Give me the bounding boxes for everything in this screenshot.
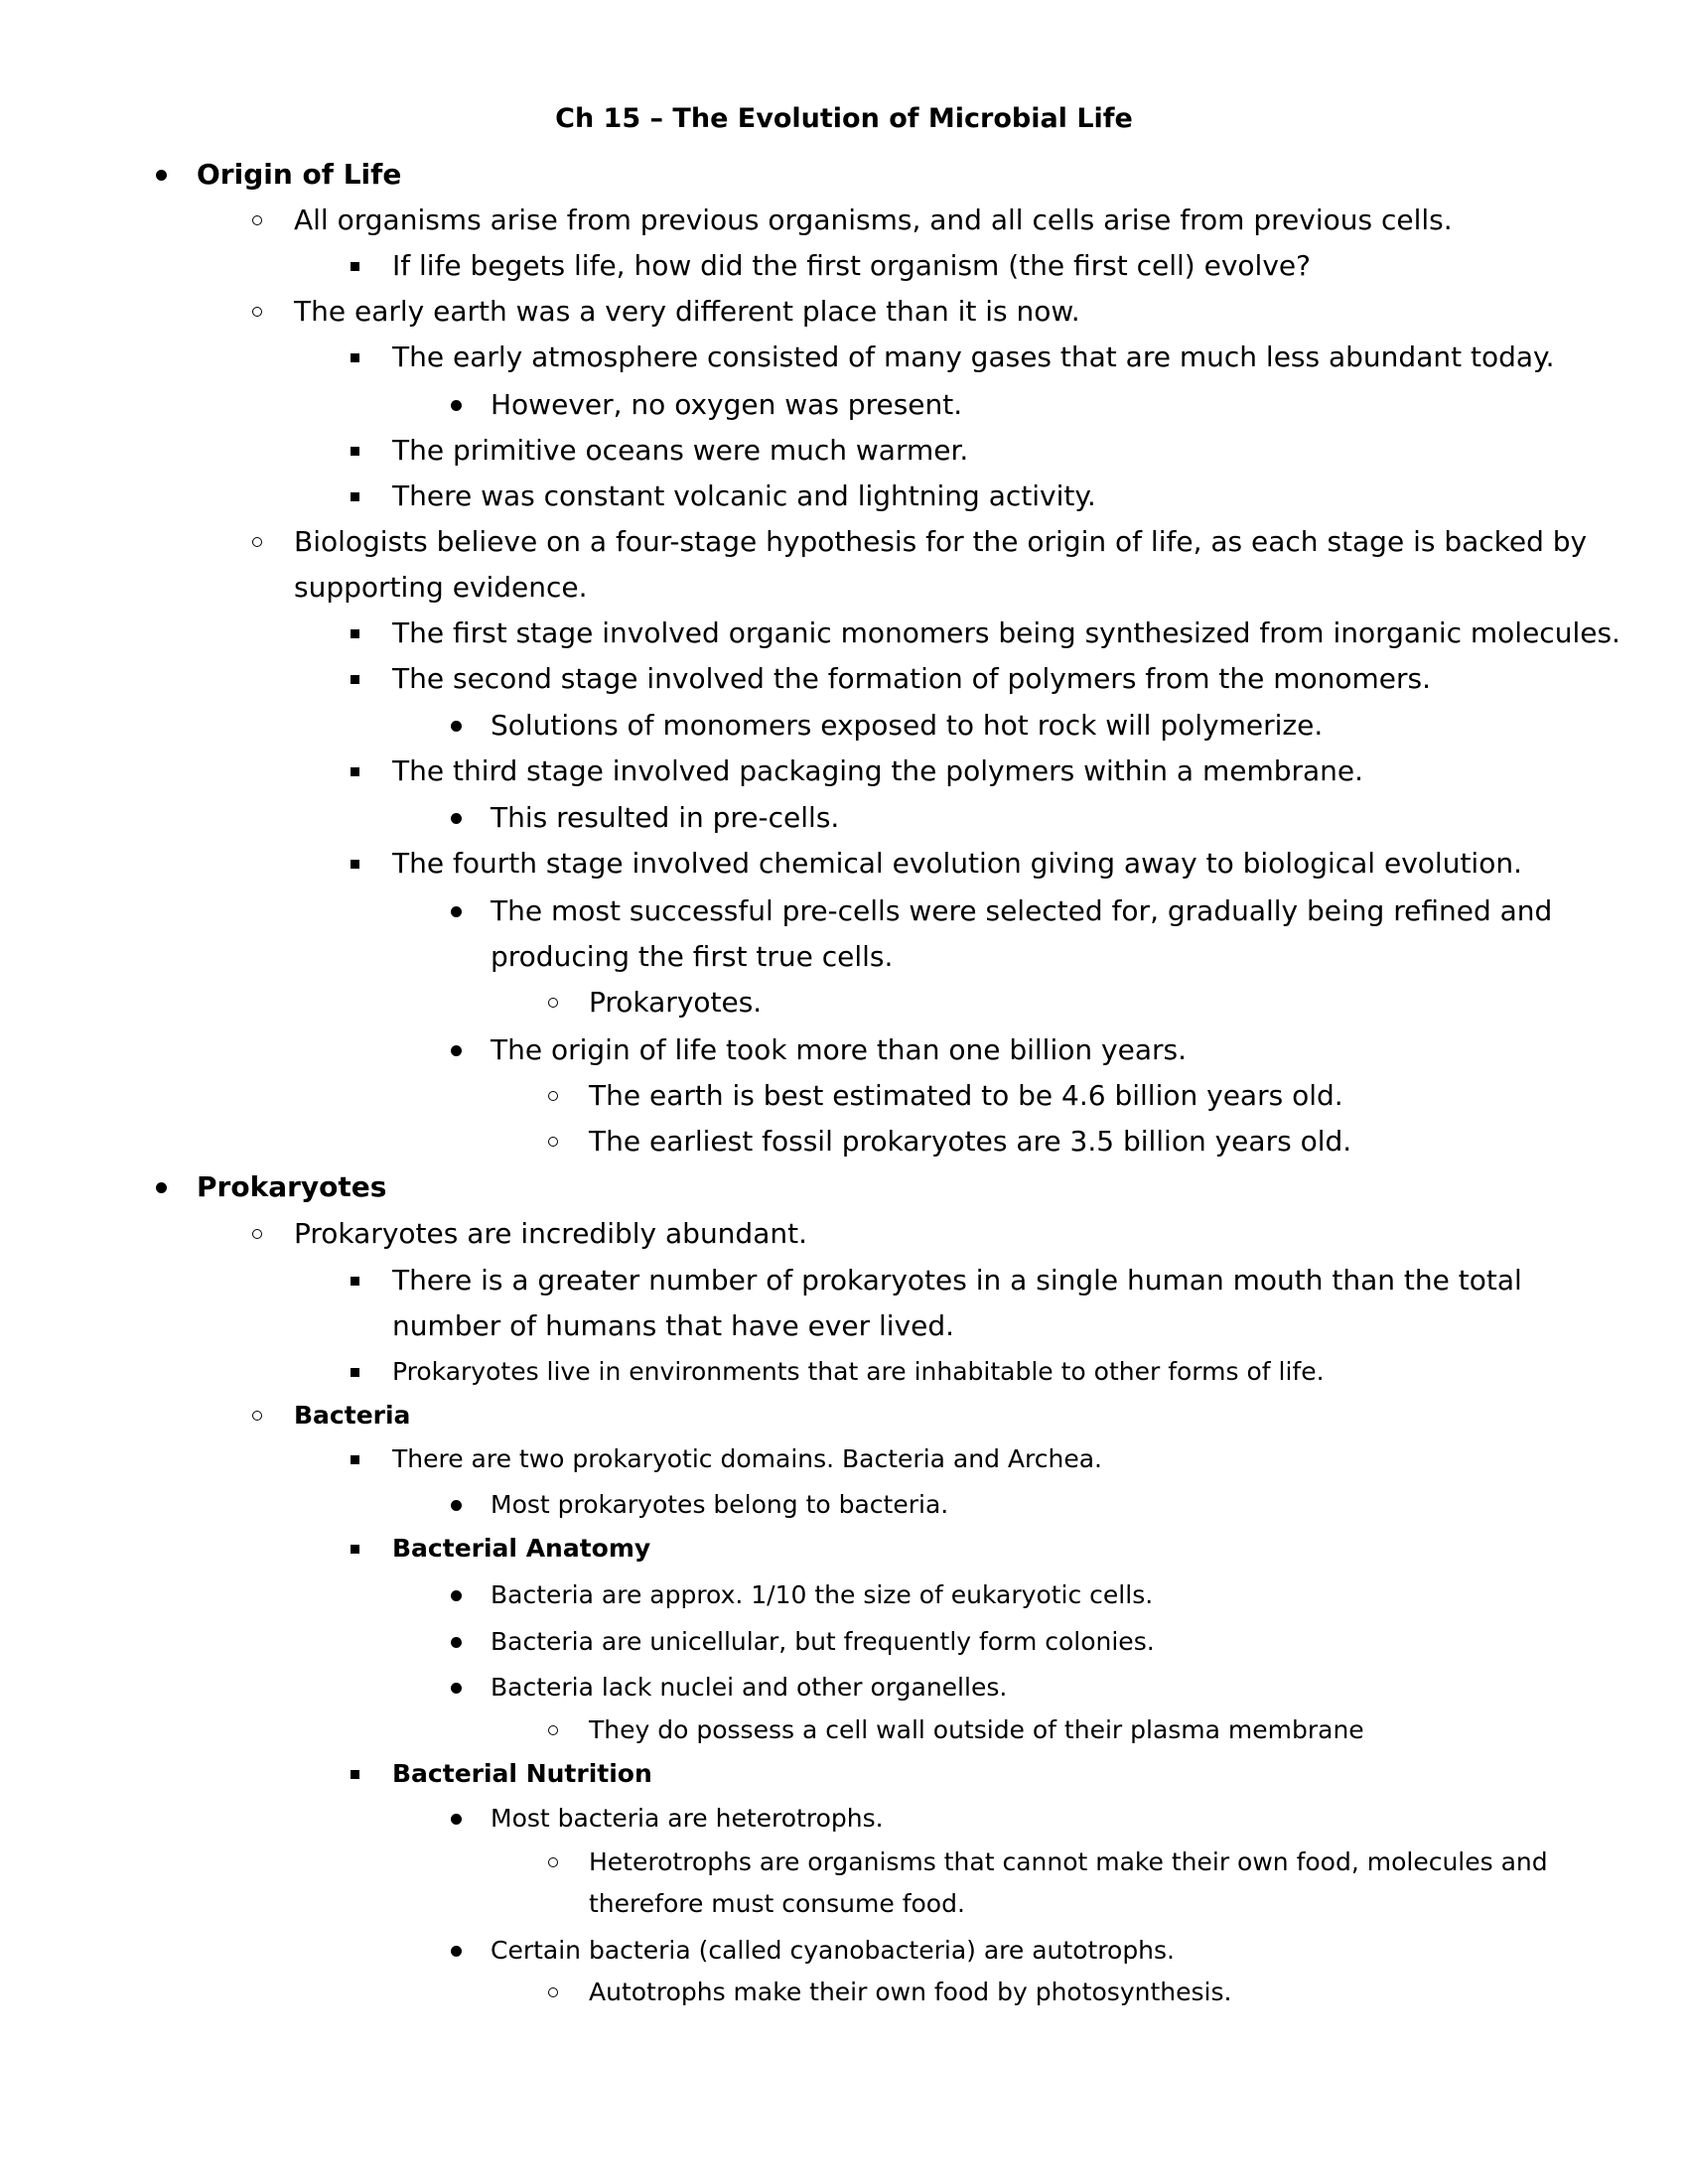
list-item: The origin of life took more than one billion years.: [491, 1033, 1187, 1066]
list-item: The first stage involved organic monomers being synthesized from inorganic molecules.: [392, 616, 1620, 649]
bullet-circle-icon: [246, 1393, 276, 1438]
list-item: Most bacteria are heterotrophs.: [491, 1804, 884, 1833]
list-item: Bacteria are approx. 1/10 the size of eukaryotic cells.: [491, 1580, 1154, 1609]
list-item: Prokaryotes live in environments that are inhabitable to other forms of life.: [392, 1357, 1325, 1386]
bullet-disc-icon: [444, 1027, 474, 1073]
list-item: There are two prokaryotic domains. Bacteria and Archea.: [392, 1444, 1102, 1473]
list-item: The fourth stage involved chemical evolution giving away to biological evolution.: [392, 847, 1522, 880]
list-item: number of humans that have ever lived.: [392, 1309, 955, 1342]
bullet-disc-icon: [149, 152, 179, 198]
bullet-circle-icon: [542, 1119, 572, 1164]
bullet-disc-icon: [444, 1796, 474, 1842]
list-item: All organisms arise from previous organisms, and all cells arise from previous cells.: [294, 204, 1453, 236]
bullet-disc-icon: [444, 1928, 474, 1974]
list-item: Heterotrophs are organisms that cannot make their own food, molecules and: [589, 1847, 1548, 1876]
list-item: The third stage involved packaging the polymers within a membrane.: [392, 754, 1364, 787]
list-item: Certain bacteria (called cyanobacteria) are autotrophs.: [491, 1936, 1176, 1965]
list-item: producing the first true cells.: [491, 940, 894, 973]
bullet-square-icon: [345, 335, 374, 380]
bullet-disc-icon: [149, 1164, 179, 1210]
list-item: The second stage involved the formation of polymers from the monomers.: [392, 662, 1432, 695]
bullet-circle-icon: [246, 289, 276, 335]
list-item: The early earth was a very different place than it is now.: [294, 295, 1080, 328]
list-item: The early atmosphere consisted of many gases that are much less abundant today.: [392, 341, 1555, 373]
bullet-disc-icon: [444, 888, 474, 934]
bullet-circle-icon: [246, 1211, 276, 1257]
page-title: Ch 15 – The Evolution of Microbial Life: [555, 103, 1133, 134]
bullet-disc-icon: [444, 1572, 474, 1618]
bullet-square-icon: [345, 1436, 374, 1482]
section-heading: Bacterial Anatomy: [392, 1534, 651, 1563]
list-item: Prokaryotes are incredibly abundant.: [294, 1217, 807, 1250]
list-item: Most prokaryotes belong to bacteria.: [491, 1490, 949, 1519]
list-item: However, no oxygen was present.: [491, 388, 963, 421]
list-item: They do possess a cell wall outside of their plasma membrane: [589, 1715, 1364, 1744]
bullet-square-icon: [345, 1349, 374, 1395]
bullet-disc-icon: [444, 795, 474, 841]
bullet-circle-icon: [542, 980, 572, 1025]
list-item: Bacteria lack nuclei and other organelles.: [491, 1673, 1008, 1702]
list-item: Solutions of monomers exposed to hot rock will polymerize.: [491, 709, 1324, 742]
bullet-disc-icon: [444, 1482, 474, 1528]
list-item: therefore must consume food.: [589, 1889, 965, 1918]
section-heading: Origin of Life: [197, 158, 402, 191]
list-item: The primitive oceans were much warmer.: [392, 434, 969, 467]
list-item: Biologists believe on a four-stage hypothesis for the origin of life, as each stage is backed by: [294, 525, 1588, 558]
bullet-circle-icon: [246, 198, 276, 243]
bullet-square-icon: [345, 749, 374, 794]
list-item: supporting evidence.: [294, 571, 588, 604]
list-item: There was constant volcanic and lightning activity.: [392, 479, 1096, 512]
bullet-square-icon: [345, 1526, 374, 1571]
section-heading: Bacteria: [294, 1401, 411, 1430]
bullet-square-icon: [345, 841, 374, 887]
list-item: There is a greater number of prokaryotes in a single human mouth than the total: [392, 1264, 1522, 1297]
list-item: Bacteria are unicellular, but frequently form colonies.: [491, 1627, 1155, 1656]
bullet-square-icon: [345, 611, 374, 656]
bullet-circle-icon: [542, 1840, 572, 1885]
list-item: This resulted in pre-cells.: [491, 801, 840, 834]
bullet-disc-icon: [444, 703, 474, 749]
list-item: The earth is best estimated to be 4.6 billion years old.: [589, 1079, 1343, 1112]
section-heading: Bacterial Nutrition: [392, 1759, 652, 1788]
bullet-square-icon: [345, 1751, 374, 1797]
bullet-square-icon: [345, 474, 374, 519]
bullet-circle-icon: [542, 1970, 572, 2015]
bullet-disc-icon: [444, 1665, 474, 1710]
bullet-disc-icon: [444, 1619, 474, 1665]
bullet-square-icon: [345, 428, 374, 474]
list-item: Autotrophs make their own food by photosynthesis.: [589, 1978, 1232, 2006]
bullet-square-icon: [345, 1258, 374, 1303]
section-heading: Prokaryotes: [197, 1170, 387, 1203]
bullet-circle-icon: [542, 1073, 572, 1119]
bullet-square-icon: [345, 243, 374, 289]
list-item: Prokaryotes.: [589, 986, 763, 1019]
bullet-circle-icon: [542, 1707, 572, 1753]
list-item: If life begets life, how did the first organism (the first cell) evolve?: [392, 249, 1311, 282]
list-item: The earliest fossil prokaryotes are 3.5 billion years old.: [589, 1125, 1352, 1158]
bullet-disc-icon: [444, 382, 474, 428]
bullet-circle-icon: [246, 519, 276, 565]
list-item: The most successful pre-cells were selected for, gradually being refined and: [491, 894, 1553, 927]
bullet-square-icon: [345, 656, 374, 702]
